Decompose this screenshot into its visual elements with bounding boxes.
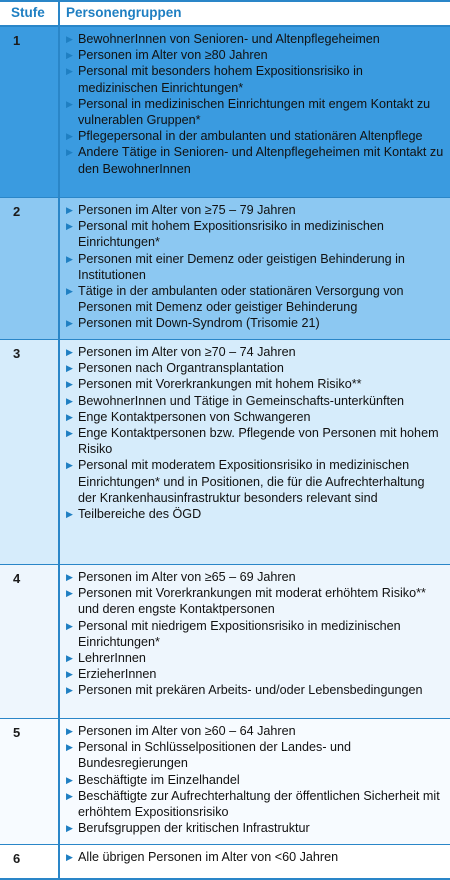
triangle-bullet-icon: ▶	[66, 347, 73, 357]
list-item	[63, 849, 444, 865]
table-row	[0, 198, 450, 340]
list-item-text: Berufsgruppen der kritischen Infrastruktur	[78, 821, 310, 836]
list-item-text: Personen im Alter von ≥65 – 69 Jahren	[78, 570, 296, 584]
list-item-text: Pflegepersonal in der ambulanten und stationären Altenpflege	[78, 129, 423, 144]
list-item	[63, 650, 444, 666]
list-item	[63, 144, 444, 176]
triangle-bullet-icon: ▶	[66, 620, 73, 631]
list-item	[63, 506, 444, 522]
triangle-bullet-icon: ▶	[66, 669, 73, 680]
header-personengruppen: Personengruppen	[66, 5, 182, 20]
triangle-bullet-icon: ▶	[66, 286, 73, 297]
list-item	[63, 820, 444, 836]
column-divider	[58, 0, 60, 879]
table-row	[0, 340, 450, 565]
list-item	[63, 666, 444, 682]
list-item-text: Alle übrigen Personen im Alter von <60 Jahren	[78, 850, 339, 864]
triangle-bullet-icon: ▶	[66, 726, 73, 736]
list-item-text: Personal mit moderatem Expositionsrisiko in medizinischen Einrichtungen* und in Positionen, die für die Aufrechterhaltung der Krankenhausinfrastruktur besonders relevant sind	[78, 458, 425, 505]
table-header	[0, 0, 450, 27]
list-item	[63, 788, 444, 820]
triangle-bullet-icon: ▶	[66, 66, 73, 77]
list-item	[63, 618, 444, 650]
list-item	[63, 425, 444, 457]
triangle-bullet-icon: ▶	[66, 379, 73, 390]
list-item-text: LehrerInnen	[78, 651, 146, 666]
stufe-number: 2	[13, 204, 21, 219]
list-item	[63, 569, 444, 585]
triangle-bullet-icon: ▶	[66, 774, 73, 785]
list-item	[63, 218, 444, 250]
table-row	[0, 27, 450, 198]
table-row	[0, 565, 450, 719]
list-item-text: BewohnerInnen und Tätige in Gemeinschafts-unterkünften	[78, 393, 405, 408]
triangle-bullet-icon: ▶	[66, 742, 73, 753]
triangle-bullet-icon: ▶	[66, 34, 73, 44]
list-item-text: Personen im Alter von ≥70 – 74 Jahren	[78, 345, 296, 359]
list-item-text: Personen im Alter von ≥80 Jahren	[78, 48, 268, 63]
list-item-text: Beschäftigte im Einzelhandel	[78, 772, 240, 787]
list-item	[63, 409, 444, 425]
group-list	[63, 31, 444, 177]
list-item	[63, 283, 444, 315]
list-item-text: Andere Tätige in Senioren- und Altenpflegeheimen mit Kontakt zu den BewohnerInnen	[78, 145, 444, 176]
triangle-bullet-icon: ▶	[66, 221, 73, 232]
list-item	[63, 315, 444, 331]
list-item-text: Enge Kontaktpersonen bzw. Pflegende von Personen mit hohem Risiko	[78, 426, 439, 457]
stufe-number: 4	[13, 571, 21, 586]
list-item-text: ErzieherInnen	[78, 667, 157, 682]
stufe-number: 6	[13, 851, 21, 866]
list-item	[63, 376, 444, 392]
list-item	[63, 344, 444, 360]
triangle-bullet-icon: ▶	[66, 790, 73, 801]
list-item	[63, 393, 444, 409]
stufe-number: 1	[13, 33, 21, 48]
list-item-text: Personen mit Vorerkrankungen mit moderat erhöhtem Risiko** und deren engste Kontaktpersonen	[78, 586, 426, 617]
list-item-text: Tätige in der ambulanten oder stationären Versorgung von Personen mit Demenz oder geistiger Behinderung	[78, 284, 404, 315]
list-item	[63, 739, 444, 771]
table-row	[0, 719, 450, 845]
list-item	[63, 96, 444, 128]
list-item	[63, 31, 444, 47]
list-item	[63, 723, 444, 739]
list-item-text: Personen mit einer Demenz oder geistigen Behinderung in Institutionen	[78, 251, 405, 282]
triangle-bullet-icon: ▶	[66, 823, 73, 834]
triangle-bullet-icon: ▶	[66, 572, 73, 582]
triangle-bullet-icon: ▶	[66, 318, 73, 329]
triangle-bullet-icon: ▶	[66, 147, 73, 158]
list-item	[63, 251, 444, 283]
triangle-bullet-icon: ▶	[66, 428, 73, 439]
list-item	[63, 47, 444, 63]
triangle-bullet-icon: ▶	[66, 588, 73, 599]
group-list	[63, 849, 444, 865]
triangle-bullet-icon: ▶	[66, 205, 73, 215]
triangle-bullet-icon: ▶	[66, 852, 73, 862]
list-item	[63, 63, 444, 95]
table-row	[0, 845, 450, 879]
group-list	[63, 344, 444, 522]
stufe-number: 3	[13, 346, 21, 361]
list-item-text: Personen im Alter von ≥60 – 64 Jahren	[78, 724, 296, 738]
list-item	[63, 202, 444, 218]
triangle-bullet-icon: ▶	[66, 98, 73, 109]
group-list	[63, 202, 444, 332]
list-item	[63, 772, 444, 788]
list-item-text: Personal mit hohem Expositionsrisiko in medizinischen Einrichtungen*	[78, 219, 384, 250]
triangle-bullet-icon: ▶	[66, 253, 73, 264]
triangle-bullet-icon: ▶	[66, 395, 73, 406]
list-item-text: Personen im Alter von ≥75 – 79 Jahren	[78, 203, 296, 217]
list-item-text: Personal in Schlüsselpositionen der Landes- und Bundesregierungen	[78, 740, 352, 771]
list-item	[63, 585, 444, 617]
triangle-bullet-icon: ▶	[66, 653, 73, 664]
list-item	[63, 128, 444, 144]
list-item-text: BewohnerInnen von Senioren- und Altenpflegeheimen	[78, 32, 380, 46]
list-item-text: Personen mit Down-Syndrom (Trisomie 21)	[78, 316, 320, 331]
triangle-bullet-icon: ▶	[66, 411, 73, 422]
list-item-text: Personen mit prekären Arbeits- und/oder Lebensbedingungen	[78, 683, 423, 698]
list-item-text: Personal mit besonders hohem Expositionsrisiko in medizinischen Einrichtungen*	[78, 64, 363, 95]
list-item-text: Teilbereiche des ÖGD	[78, 507, 202, 522]
list-item-text: Personen nach Organtransplantation	[78, 361, 284, 376]
list-item-text: Enge Kontaktpersonen von Schwangeren	[78, 409, 311, 424]
group-list	[63, 569, 444, 699]
list-item-text: Personen mit Vorerkrankungen mit hohem Risiko**	[78, 377, 362, 392]
stufe-number: 5	[13, 725, 21, 740]
group-list	[63, 723, 444, 836]
triangle-bullet-icon: ▶	[66, 363, 73, 374]
list-item-text: Personal mit niedrigem Expositionsrisiko in medizinischen Einrichtungen*	[78, 618, 401, 649]
list-item-text: Personal in medizinischen Einrichtungen mit engem Kontakt zu vulnerablen Gruppen*	[78, 96, 431, 128]
triangle-bullet-icon: ▶	[66, 509, 73, 520]
triangle-bullet-icon: ▶	[66, 50, 73, 61]
triangle-bullet-icon: ▶	[66, 131, 73, 142]
list-item	[63, 457, 444, 506]
list-item-text: Beschäftigte zur Aufrechterhaltung der öffentlichen Sicherheit mit erhöhtem Expositionsrisiko	[78, 788, 440, 820]
list-item	[63, 360, 444, 376]
list-item	[63, 682, 444, 698]
triangle-bullet-icon: ▶	[66, 460, 73, 471]
triangle-bullet-icon: ▶	[66, 685, 73, 696]
header-stufe: Stufe	[11, 5, 45, 20]
